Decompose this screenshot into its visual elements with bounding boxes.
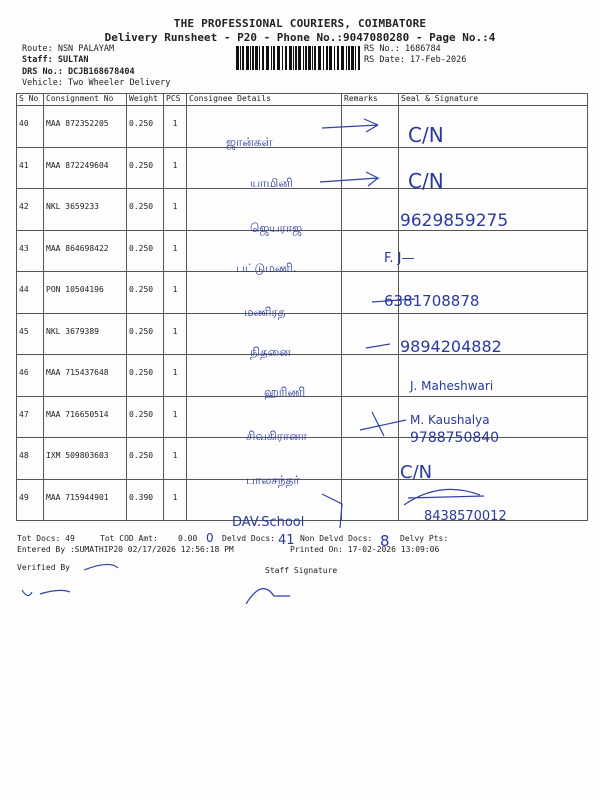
col-header-consignment: Consignment No (44, 94, 127, 106)
cell-weight: 0.390 (127, 479, 164, 521)
hand-seal-47b: 9788750840 (410, 430, 500, 446)
col-header-sno: S No (17, 94, 44, 106)
non-delvd-label: Non Delvd Docs: (300, 534, 373, 543)
arrow-stroke (366, 344, 390, 348)
hand-name-45: நிதனை (250, 345, 291, 359)
cell-consignment: MAA 872352205 (44, 106, 127, 148)
hand-seal-45: 9894204882 (400, 337, 502, 356)
cell-consignment: IXM 509803603 (44, 438, 127, 480)
hand-seal-48: C/N (400, 462, 433, 483)
cell-sno: 44 (17, 272, 44, 314)
ink-text (206, 123, 508, 550)
hand-name-41: யாமினி (250, 176, 293, 190)
tot-cod-label: Tot COD Amt: (100, 534, 158, 543)
hand-name-40: ஜான்கள் (226, 135, 273, 149)
cell-sno: 46 (17, 355, 44, 397)
cell-weight: 0.250 (127, 230, 164, 272)
cell-sno: 43 (17, 230, 44, 272)
col-header-seal: Seal & Signature (399, 94, 588, 106)
route-text: Route: NSN PALAYAM (22, 44, 115, 54)
hand-mark-cod: 0 (206, 531, 214, 545)
staff-text: Staff: SULTAN (22, 54, 89, 65)
hand-name-42: ஜெயராஜ (250, 221, 303, 235)
vehicle-text: Vehicle: Two Wheeler Delivery (22, 77, 171, 88)
cell-consignment: MAA 864698422 (44, 230, 127, 272)
cell-pcs: 1 (164, 272, 187, 314)
hand-seal-43: F. J— (384, 251, 415, 266)
hand-mark-delvd: 41 (278, 533, 295, 548)
hand-seal-44: 6381708878 (384, 292, 480, 310)
cell-sno: 49 (17, 479, 44, 521)
tot-docs: Tot Docs: 49 (17, 534, 75, 543)
cell-consignment: MAA 716650514 (44, 396, 127, 438)
cell-weight: 0.250 (127, 396, 164, 438)
cell-sno: 40 (17, 106, 44, 148)
cell-weight: 0.250 (127, 313, 164, 355)
cell-consignment: MAA 872249604 (44, 147, 127, 189)
hand-name-44: மணிரத (244, 305, 286, 319)
delvd-docs-label: Delvd Docs: (222, 534, 275, 543)
arrow-stroke (360, 412, 406, 436)
hand-mark-nondelvd: 8 (380, 532, 390, 550)
hand-seal-49: 8438570012 (424, 509, 507, 524)
runsheet-subtitle: Delivery Runsheet - P20 - Phone No.:9047080280 - Page No.:4 (104, 31, 496, 44)
delvy-pts-label: Delvy Pts: (400, 534, 449, 543)
col-header-pcs: PCS (164, 94, 187, 106)
cell-weight: 0.250 (127, 147, 164, 189)
hand-name-43: பட்டுமணி. (236, 261, 297, 275)
hand-seal-42: 9629859275 (400, 211, 509, 231)
cell-sno: 48 (17, 438, 44, 480)
hand-seal-47a: M. Kaushalya (410, 413, 490, 427)
hand-name-46: ஹரிணி (264, 385, 306, 399)
cell-sno: 42 (17, 189, 44, 231)
hand-name-49: DAV.School (232, 515, 305, 530)
cell-pcs: 1 (164, 396, 187, 438)
arrow-stroke (320, 172, 378, 186)
entered-by: Entered By :SUMATHIP20 02/17/2026 12:56:18 PM (17, 545, 234, 554)
hand-seal-41: C/N (408, 169, 444, 193)
col-header-weight: Weight (127, 94, 164, 106)
cell-weight: 0.250 (127, 355, 164, 397)
cell-pcs: 1 (164, 147, 187, 189)
hand-name-48: பாலசந்தர் (246, 473, 300, 487)
cell-consignment: NKL 3659233 (44, 189, 127, 231)
cell-pcs: 1 (164, 438, 187, 480)
rs-date-text: RS Date: 17-Feb-2026 (364, 54, 467, 65)
cell-consignment: MAA 715437648 (44, 355, 127, 397)
cell-pcs: 1 (164, 106, 187, 148)
cell-pcs: 1 (164, 313, 187, 355)
cell-weight: 0.250 (127, 189, 164, 231)
arrow-stroke (322, 494, 342, 528)
cell-consignment: NKL 3679389 (44, 313, 127, 355)
cell-weight: 0.250 (127, 106, 164, 148)
cell-consignment: PON 10504196 (44, 272, 127, 314)
company-title: THE PROFESSIONAL COURIERS, COIMBATORE (173, 17, 427, 30)
col-header-consignee: Consignee Details (187, 94, 342, 106)
rs-no-text: RS No.: 1686784 (364, 44, 441, 54)
arrow-stroke (322, 119, 378, 132)
hand-name-47: சிவகிரானா (246, 429, 308, 443)
cell-sno: 41 (17, 147, 44, 189)
cell-pcs: 1 (164, 189, 187, 231)
cell-pcs: 1 (164, 230, 187, 272)
tot-cod-value: 0.00 (178, 534, 198, 543)
verified-by-label: Verified By (17, 563, 70, 572)
hand-seal-40: C/N (408, 123, 444, 147)
drs-text: DRS No.: DCJB168678404 (22, 67, 135, 77)
staff-signature-stroke (246, 589, 290, 604)
printed-on: Printed On: 17-02-2026 13:09:06 (290, 545, 440, 554)
cell-weight: 0.250 (127, 438, 164, 480)
cell-sno: 47 (17, 396, 44, 438)
col-header-remarks: Remarks (342, 94, 399, 106)
cell-weight: 0.250 (127, 272, 164, 314)
hand-seal-46: J. Maheshwari (410, 379, 494, 393)
cell-pcs: 1 (164, 479, 187, 521)
cell-pcs: 1 (164, 355, 187, 397)
cell-sno: 45 (17, 313, 44, 355)
staff-signature-label: Staff Signature (265, 566, 338, 575)
strike-stroke (404, 489, 484, 505)
cell-consignment: MAA 715944901 (44, 479, 127, 521)
